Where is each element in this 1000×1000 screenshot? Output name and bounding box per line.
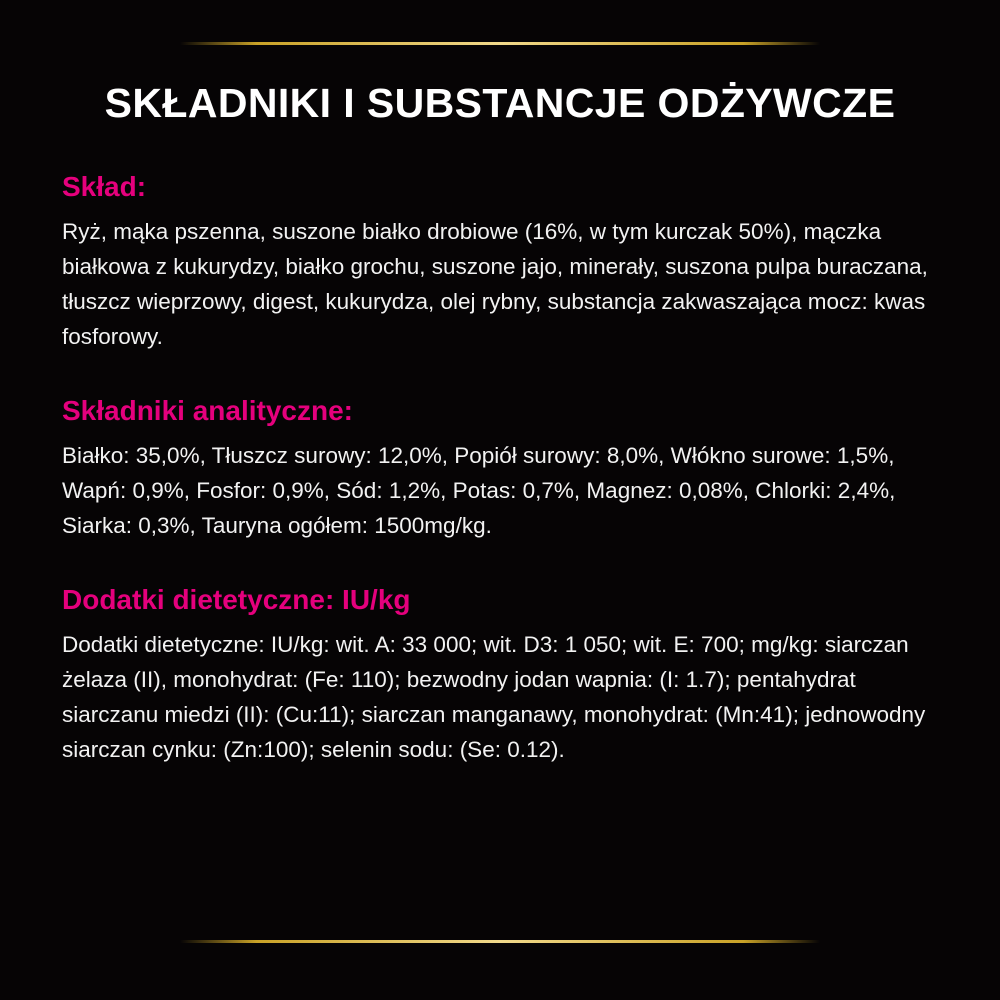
content-area bbox=[0, 170, 1000, 940]
section-composition-heading: Skład: bbox=[62, 171, 147, 203]
top-divider bbox=[180, 42, 820, 45]
bottom-divider bbox=[180, 940, 820, 943]
section-composition bbox=[62, 170, 938, 354]
section-dietary-additives-heading: Dodatki dietetyczne: IU/kg bbox=[62, 583, 411, 615]
section-analytical-constituents-body: Białko: 35,0%, Tłuszcz surowy: 12,0%, Popiół surowy: 8,0%, Włókno surowe: 1,5%, Wapń: 0,9%, Fosfor: 0,9%, Sód: 1,2%, Potas: 0,7%, Magnez: 0,08%, Chlorki: 2,4%, Siarka: 0,3%, Tauryna ogółem: 1500mg/kg. bbox=[62, 442, 896, 538]
section-analytical-constituents bbox=[62, 394, 938, 543]
section-analytical-constituents-heading: Składniki analityczne: bbox=[62, 395, 353, 427]
section-composition-body: Ryż, mąka pszenna, suszone białko drobiowe (16%, w tym kurczak 50%), mączka białkowa z kukurydzy, białko grochu, suszone jajo, minerały, suszona pulpa buraczana, tłuszcz wieprzowy, digest, kukurydza, olej rybny, substancja zakwaszająca mocz: kwas fosforowy. bbox=[62, 218, 928, 349]
section-dietary-additives-body: Dodatki dietetyczne: IU/kg: wit. A: 33 000; wit. D3: 1 050; wit. E: 700; mg/kg: siarczan żelaza (II), monohydrat: (Fe: 110); bezwodny jodan wapnia: (I: 1.7); pentahydrat siarczanu miedzi (II): (Cu:11); siarczan manganawy, monohydrat: (Mn:41); jednowodny siarczan cynku: (Zn:100); selenin sodu: (Se: 0.12). bbox=[62, 631, 926, 762]
section-dietary-additives bbox=[62, 583, 938, 767]
page-title: SKŁADNIKI I SUBSTANCJE ODŻYWCZE bbox=[104, 80, 896, 126]
